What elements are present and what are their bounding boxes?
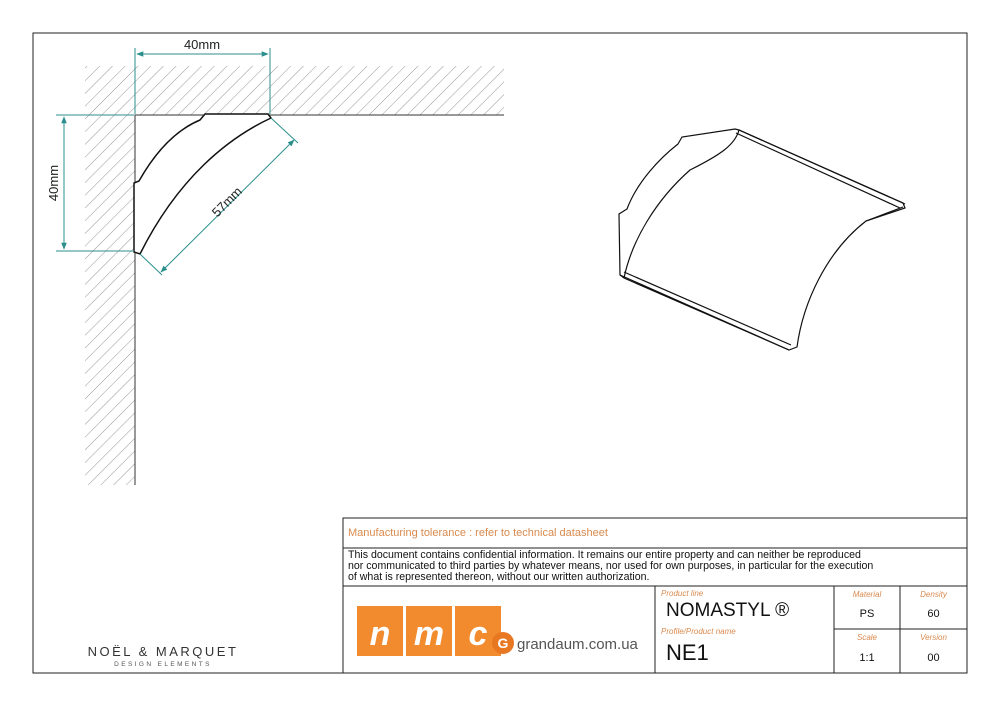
product-name-value: NE1 (666, 640, 709, 665)
product-line-label: Product line (661, 589, 704, 598)
profile-section (134, 114, 271, 254)
watermark-url: grandaum.com.ua (517, 636, 638, 653)
tolerance-note: Manufacturing tolerance : refer to technical datasheet (348, 527, 608, 539)
brand-tagline: DESIGN ELEMENTS (114, 661, 212, 668)
logo-letter-m: m (413, 615, 445, 653)
logo-letter-n: n (369, 615, 391, 653)
scale-value: 1:1 (859, 652, 875, 664)
product-name-label: Profile/Product name (661, 627, 736, 636)
confidential-line-1: This document contains confidential information. It remains our entire property and can neither be reproduced (348, 549, 861, 561)
dim-height-label: 40mm (46, 164, 61, 202)
material-value: PS (859, 608, 875, 620)
brand-name: NOËL & MARQUET (87, 644, 239, 659)
scale-label: Scale (856, 633, 877, 642)
profile-3d-view (619, 129, 905, 350)
dim-diagonal-label: 57mm (208, 183, 245, 220)
nmc-logo (357, 606, 501, 656)
confidential-line-3: of what is represented thereon, without our written authorization. (348, 571, 650, 583)
wall-hatch (85, 115, 135, 485)
logo-letter-c: c (468, 615, 488, 653)
dim-diag-ext-bottom (140, 254, 162, 275)
density-value: 60 (927, 608, 940, 620)
grandaum-watermark (492, 632, 639, 654)
density-label: Density (920, 590, 947, 599)
version-label: Version (920, 633, 947, 642)
dim-diag-ext-top (271, 118, 298, 143)
product-line-value: NOMASTYL ® (666, 600, 790, 621)
material-label: Material (852, 590, 882, 599)
confidential-line-2: nor communicated to third parties by whatever means, nor used for own purposes, in particular for the execution (348, 560, 874, 572)
svg-text:G: G (497, 635, 509, 651)
ceiling-hatch (85, 66, 504, 115)
version-value: 00 (927, 652, 940, 664)
dim-width-label: 40mm (183, 37, 221, 52)
